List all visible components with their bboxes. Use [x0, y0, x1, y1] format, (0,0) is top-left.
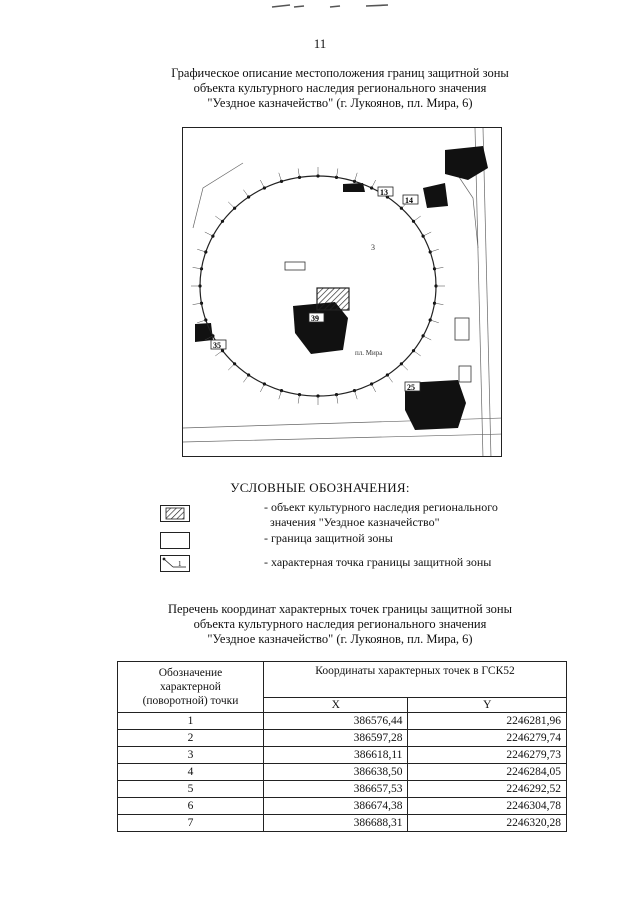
point-leader-line: [215, 351, 222, 356]
x-cell: 386576,44: [264, 713, 408, 730]
table-row: [118, 764, 567, 781]
hatch-pattern: [161, 506, 189, 521]
page-number: 11: [313, 36, 327, 51]
point-leader-line: [228, 202, 234, 208]
plain-rectangle-icon: [160, 532, 190, 549]
point-leader-line: [423, 336, 431, 340]
point-leader-line: [430, 249, 439, 252]
scan-artifact: [270, 2, 390, 10]
point-callout-icon: [160, 555, 190, 572]
table-row: [118, 798, 567, 815]
square-label: пл. Мира: [355, 349, 383, 357]
callout-symbol: [161, 556, 189, 571]
x-column-header: X: [264, 698, 408, 713]
point-leader-line: [355, 173, 358, 182]
point-leader-line: [197, 249, 206, 252]
point-cell: 4: [118, 764, 264, 781]
x-cell: 386674,38: [264, 798, 408, 815]
y-column-header: Y: [408, 698, 567, 713]
y-cell: 2246281,96: [408, 713, 567, 730]
table-row: [118, 815, 567, 832]
map-title-line: Графическое описание местоположения границ защитной зоны: [171, 66, 509, 80]
heritage-object-icon: [317, 288, 349, 310]
table-title-line: Перечень координат характерных точек границы защитной зоны: [167, 602, 513, 616]
point-leader-line: [387, 375, 392, 382]
y-cell: 2246304,78: [408, 798, 567, 815]
coordinates-table: [117, 661, 567, 832]
point-cell: 6: [118, 798, 264, 815]
table-row: [118, 713, 567, 730]
table-row: [118, 730, 567, 747]
legend-item-text: - объект культурного наследия регионального: [264, 500, 498, 514]
point-leader-line: [260, 384, 264, 392]
point-leader-line: [414, 351, 421, 356]
x-cell: 386597,28: [264, 730, 408, 747]
y-cell: 2246292,52: [408, 781, 567, 798]
x-cell: 386688,31: [264, 815, 408, 832]
boundary-point: [247, 195, 250, 198]
x-cell: 386638,50: [264, 764, 408, 781]
boundary-point: [247, 373, 250, 376]
callout-boxes: [211, 187, 420, 392]
x-cell: 386618,11: [264, 747, 408, 764]
boundary-point: [429, 250, 432, 253]
table-row: [118, 781, 567, 798]
legend-item-text: - характерная точка границы защитной зоны: [264, 555, 492, 569]
table-title-line: объекта культурного наследия регионального значения: [193, 617, 487, 631]
callout-label: 35: [213, 341, 221, 350]
table-row: [118, 747, 567, 764]
object-number-label: 39: [311, 314, 319, 323]
legend-item-zone-boundary: [264, 531, 544, 546]
boundary-point: [412, 349, 415, 352]
table-title: [120, 602, 560, 647]
y-cell: 2246279,73: [408, 747, 567, 764]
coords-column-header: Координаты характерных точек в ГСК52: [264, 662, 567, 698]
table-title-line: "Уездное казначейство" (г. Лукоянов, пл. Мира, 6): [207, 632, 473, 646]
map-drawing: [183, 128, 502, 457]
point-leader-line: [215, 216, 222, 221]
map-title: [120, 66, 560, 111]
point-cell: 5: [118, 781, 264, 798]
boundary-point: [429, 318, 432, 321]
point-leader-line: [372, 384, 376, 392]
point-leader-line: [414, 216, 421, 221]
parcel-label: 3: [371, 243, 375, 252]
point-cell: 1: [118, 713, 264, 730]
point-leader-line: [197, 320, 206, 323]
legend-title: УСЛОВНЫЕ ОБОЗНАЧЕНИЯ:: [230, 480, 410, 495]
point-cell: 7: [118, 815, 264, 832]
legend-item-text: значения "Уездное казначейство": [270, 515, 440, 529]
point-cell: 2: [118, 730, 264, 747]
point-header-line: (поворотной) точки: [142, 695, 239, 707]
boundary-point: [221, 349, 224, 352]
point-leader-line: [423, 232, 431, 236]
legend-item-heritage-object: [264, 500, 544, 530]
point-leader-line: [228, 364, 234, 370]
point-leader-line: [355, 391, 358, 400]
point-leader-line: [205, 232, 213, 236]
callout-label: 25: [407, 383, 415, 392]
point-cell: 3: [118, 747, 264, 764]
point-leader-line: [279, 391, 282, 400]
legend-item-text: - граница защитной зоны: [264, 531, 393, 545]
point-leader-line: [260, 180, 264, 188]
map-title-line: объекта культурного наследия регионального значения: [193, 81, 487, 95]
point-leader-line: [430, 320, 439, 323]
boundary-map: [182, 127, 502, 457]
point-leader-line: [279, 173, 282, 182]
point-leader-line: [401, 364, 407, 370]
point-leader-line: [372, 180, 376, 188]
map-title-line: "Уездное казначейство" (г. Лукоянов, пл. Мира, 6): [207, 96, 473, 110]
point-leader-line: [243, 375, 248, 382]
boundary-point: [422, 235, 425, 238]
point-leader-line: [243, 190, 248, 197]
y-cell: 2246320,28: [408, 815, 567, 832]
callout-label: 13: [380, 188, 388, 197]
callout-label: 14: [405, 196, 413, 205]
y-cell: 2246279,74: [408, 730, 567, 747]
point-header-line: Обозначение: [158, 667, 223, 679]
y-cell: 2246284,05: [408, 764, 567, 781]
x-cell: 386657,53: [264, 781, 408, 798]
callout-symbol-number: 1: [178, 560, 182, 568]
hatched-rectangle-icon: [160, 505, 190, 522]
point-column-header: [118, 662, 264, 713]
legend-item-boundary-point: [264, 555, 544, 570]
point-header-line: характерной: [160, 681, 221, 693]
